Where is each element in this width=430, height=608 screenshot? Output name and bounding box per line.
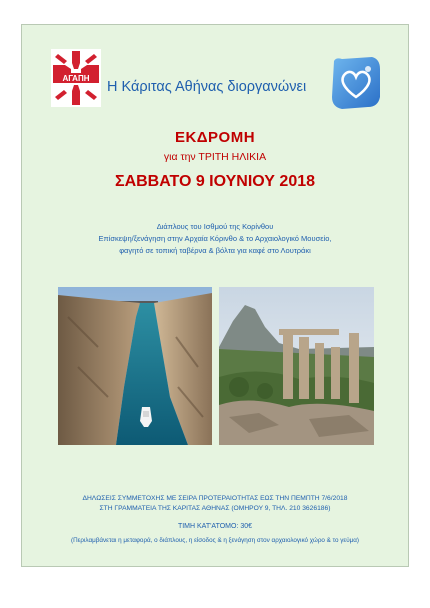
- event-title: ΕΚΔΡΟΜΗ: [174, 129, 256, 146]
- registration-office-line: ΣΤΗ ΓΡΑΜΜΑΤΕΙΑ ΤΗΣ ΚΑΡΙΤΑΣ ΑΘΗΝΑΣ (ΟΜΗΡΟΥ 9, ΤΗΛ. 210 3626186): [99, 505, 331, 512]
- description-line: φαγητό σε τοπική ταβέρνα & βόλτα για καφέ στο Λουτράκι: [119, 246, 311, 255]
- organizer-line: Η Κάριτας Αθήνας διοργανώνει: [107, 79, 307, 95]
- ancient-corinth-temple-photo: [219, 287, 374, 445]
- description-line: Διάπλους του Ισθμού της Κορίνθου: [156, 222, 274, 231]
- event-subtitle: για την ΤΡΙΤΗ ΗΛΙΚΙΑ: [163, 151, 267, 163]
- logo-text: ΑΓΑΠΗ: [62, 74, 90, 83]
- caritas-cross-logo-icon: [51, 49, 101, 107]
- heart-logo-icon: [328, 55, 384, 113]
- description-line: Επίσκεψη/ξενάγηση στην Αρχαία Κόρινθο & το Αρχαιολογικό Μουσείο,: [98, 234, 332, 243]
- event-date: ΣΑΒΒΑΤΟ 9 ΙΟΥΝΙΟΥ 2018: [114, 173, 316, 190]
- registration-deadline-line: ΔΗΛΩΣΕΙΣ ΣΥΜΜΕΤΟΧΗΣ ΜΕ ΣΕΙΡΑ ΠΡΟΤΕΡΑΙΟΤΗΤΑΣ ΕΩΣ ΤΗΝ ΠΕΜΠΤΗ 7/6/2018: [82, 495, 348, 502]
- poster-page: [21, 24, 409, 567]
- corinth-canal-photo: [58, 287, 212, 445]
- price-includes-line: (Περιλαμβάνεται η μεταφορά, ο διάπλους, η είσοδος & η ξενάγηση στον αρχαιολογικό χώρο & το γεύμα): [70, 537, 360, 544]
- price-line: ΤΙΜΗ ΚΑΤ'ΑΤΟΜΟ: 30€: [177, 523, 253, 530]
